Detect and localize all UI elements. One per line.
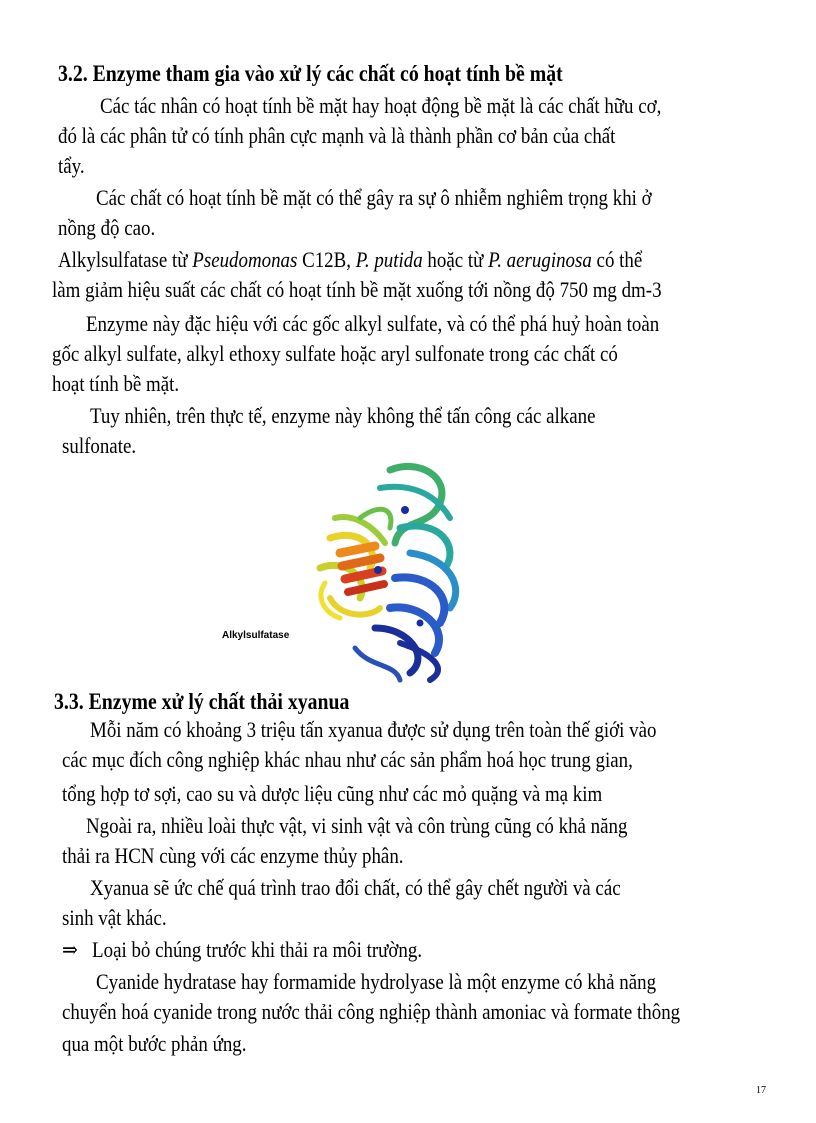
- paragraph-line: tẩy.: [58, 153, 85, 178]
- text-run: hoặc từ: [422, 247, 489, 272]
- paragraph-line: qua một bước phản ứng.: [62, 1031, 247, 1056]
- paragraph-line: các mục đích công nghiệp khác nhau như các sản phẩm hoá học trung gian,: [62, 747, 633, 772]
- paragraph-line: Các tác nhân có hoạt tính bề mặt hay hoạt động bề mặt là các chất hữu cơ,: [100, 93, 662, 118]
- paragraph-line: Enzyme này đặc hiệu với các gốc alkyl sulfate, và có thể phá huỷ hoàn toàn: [86, 311, 660, 336]
- paragraph-line: Các chất có hoạt tính bề mặt có thể gây ra sự ô nhiễm nghiêm trọng khi ở: [96, 185, 652, 210]
- text-run: Alkylsulfatase từ: [58, 247, 188, 272]
- paragraph-line: làm giảm hiệu suất các chất có hoạt tính bề mặt xuống tới nồng độ 750 mg dm-3: [52, 277, 662, 302]
- paragraph-line: Mỗi năm có khoảng 3 triệu tấn xyanua được sử dụng trên toàn thế giới vào: [90, 717, 657, 742]
- paragraph-line: [58, 246, 642, 274]
- implies-arrow: ⇒: [62, 937, 78, 962]
- alkylsulfatase-protein-structure-image: [300, 458, 470, 688]
- species-name: P. aeruginosa: [488, 247, 592, 272]
- paragraph-line: sinh vật khác.: [62, 905, 167, 930]
- species-name: Pseudomonas: [192, 247, 298, 272]
- species-name: P. putida: [355, 247, 423, 272]
- figure-caption: Alkylsulfatase: [222, 630, 290, 641]
- paragraph-line: chuyển hoá cyanide trong nước thải công nghiệp thành amoniac và formate thông: [62, 999, 681, 1024]
- page-number: 17: [756, 1085, 766, 1096]
- paragraph-line: Cyanide hydratase hay formamide hydrolyase là một enzyme có khả năng: [96, 969, 657, 994]
- paragraph-line: đó là các phân tử có tính phân cực mạnh và là thành phần cơ bản của chất: [58, 123, 616, 148]
- paragraph-line: [62, 936, 422, 964]
- paragraph-line: Tuy nhiên, trên thực tế, enzyme này không thể tấn công các alkane: [90, 403, 596, 428]
- text-run: Loại bỏ chúng trước khi thải ra môi trường.: [92, 937, 423, 962]
- paragraph-line: hoạt tính bề mặt.: [52, 371, 180, 396]
- text-run: có thể: [591, 247, 643, 272]
- section-3-3-heading: 3.3. Enzyme xử lý chất thải xyanua: [54, 689, 350, 714]
- paragraph-line: sulfonate.: [62, 433, 137, 458]
- paragraph-line: nồng độ cao.: [58, 215, 156, 240]
- paragraph-line: tổng hợp tơ sợi, cao su và dược liệu cũng như các mỏ quặng và mạ kim: [62, 781, 603, 806]
- paragraph-line: Ngoài ra, nhiều loài thực vật, vi sinh vật và côn trùng cũng có khả năng: [86, 813, 628, 838]
- section-3-2-heading: 3.2. Enzyme tham gia vào xử lý các chất có hoạt tính bề mặt: [58, 61, 563, 86]
- paragraph-line: gốc alkyl sulfate, alkyl ethoxy sulfate hoặc aryl sulfonate trong các chất có: [52, 341, 618, 366]
- paragraph-line: thải ra HCN cùng với các enzyme thủy phân.: [62, 843, 404, 868]
- paragraph-line: Xyanua sẽ ức chế quá trình trao đổi chất, có thể gây chết người và các: [90, 875, 621, 900]
- text-run: C12B,: [297, 247, 356, 272]
